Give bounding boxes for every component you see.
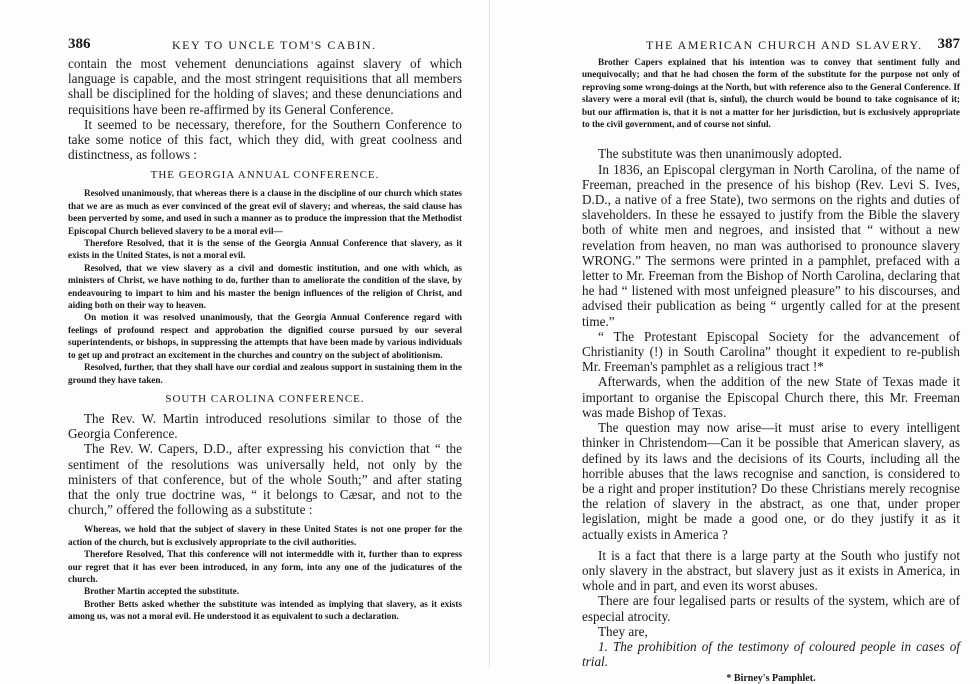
left-page-number: 386: [68, 36, 91, 52]
resolution: Whereas, we hold that the subject of slavery in these United States is not one proper for the action of the church, but is exclusively appropriate to the civil authorities.: [68, 524, 462, 547]
left-header: [68, 36, 462, 53]
paragraph: They are,: [598, 623, 648, 639]
resolution: Resolved, that we view slavery as a civil and domestic institution, and one with which, as ministers of Christ, we have nothing to do, further than to ameliorate the condition of the slave, by endeavouring to impart to him and his master the benign influences of the religion of Christ, and aiding both on their way to heaven.: [68, 262, 462, 311]
paragraph: There are four legalised parts or results of the system, which are of especial atrocity.: [582, 593, 960, 624]
resolution: On motion it was resolved unanimously, that the Georgia Annual Conference regard with feelings of profound respect and approbation the dignified course pursued by our several superintendents, or bishops, in suppressing the attempts that have been made by various individuals to get up and protract an excitement in the churches and country on the subject of abolitionism.: [68, 312, 462, 360]
right-running-head: THE AMERICAN CHURCH AND SLAVERY.: [646, 38, 923, 52]
resolution: Therefore Resolved, That this conference will not intermeddle with it, further than to express our regret that it has ever been introduced, in any form, into any one of the judicatures of the church.: [68, 549, 462, 584]
paragraph: It seemed to be necessary, therefore, for the Southern Conference to take some notice of this fact, which they did, with great coolness and distinctness, as follows :: [68, 116, 462, 163]
left-page: [0, 0, 490, 667]
carolina-heading: SOUTH CAROLINA CONFERENCE.: [165, 392, 365, 405]
paragraph: The question may now arise—it must arise to every intelligent thinker in Christendom—Can it be possible that American slavery, as defined by its laws and the decisions of its Courts, including all the horrible abuses that the laws recognise and sanction, is considered to be a right and proper institution? Do these Christians merely recognise the relation of slavery in the abstract, as one that, under proper legislation, might be made a good one, or do they justify it as it actually exists in America ?: [582, 420, 960, 542]
list-item: 1. The prohibition of the testimony of coloured people in cases of trial.: [582, 638, 960, 670]
paragraph: The substitute was then unanimously adopted.: [598, 146, 842, 162]
resolution: Brother Martin accepted the substitute.: [84, 586, 240, 597]
resolution: Therefore Resolved, that it is the sense of the Georgia Annual Conference that slavery, as it exists in the United States, is not a moral evil.: [68, 238, 462, 261]
paragraph: It is a fact that there is a large party at the South who justify not only slavery in the abstract, but slavery just as it exists in America, in whole and in part, and even its worst abuses.: [582, 547, 960, 594]
right-column: [582, 56, 960, 684]
paragraph: The Rev. W. Martin introduced resolutions similar to those of the Georgia Conference.: [68, 410, 462, 442]
paragraph: In 1836, an Episcopal clergyman in North Carolina, of the name of Freeman, preached in the presence of his bishop (Rev. Levi S. Ives, D.D., a native of a free State), two sermons on the rights and duties of slaveholders. In these he essayed to justify from the Bible the slavery both of white men and negroes, and insisted that “ without a new revelation from heaven, no man was authorised to pronounce slavery WRONG.” The sermons were printed in a pamphlet, prefaced with a letter to Mr. Freeman from the Bishop of North Carolina, declaring that he had “ listened with most unfeigned pleasure” to his discourses, and advised their publication as being “ urgently called for at the present time.”: [582, 161, 960, 329]
resolution: Brother Betts asked whether the substitute was intended as implying that slavery, as it exists among us, was not a moral evil. He understood it as equivalent to such a declaration.: [68, 598, 462, 622]
georgia-heading: THE GEORGIA ANNUAL CONFERENCE.: [150, 169, 380, 182]
paragraph: The Rev. W. Capers, D.D., after expressing his conviction that “ the sentiment of the resolutions was universally held, not only by the ministers of that conference, but of the whole South;” and after stating that the only true doctrine was, “ it belongs to Cæsar, and not to the church,” offered the following as a substitute :: [68, 441, 462, 518]
paragraph: contain the most vehement denunciations against slavery of which language is capable, and the most stringent requisitions that all members shall be disciplined for the holding of slaves; and these denunciations and requisitions have been re-affirmed by its General Conference.: [68, 56, 462, 117]
left-column: [68, 56, 462, 623]
top-excerpt: Brother Capers explained that his intention was to convey that sentiment fully and unequivocally; and that he had chosen the form of the substitute for the purpose not only of reproving some wrong-doings at the North, but with reference also to the General Conference. If slavery were a moral evil (that is, sinful), the church would be bound to take cognisance of it; but our affirmation is, that it is not a matter for her jurisdiction, but is exclusively appropriate to the civil government, and of course not sinful.: [582, 57, 960, 130]
right-page: [490, 0, 980, 684]
left-running-head: KEY TO UNCLE TOM'S CABIN.: [172, 38, 377, 52]
paragraph: “ The Protestant Episcopal Society for the advancement of Christianity (!) in South Carolina” thought it expedient to re-publish Mr. Freeman's pamphlet as a religious tract !*: [582, 328, 960, 375]
resolution: Resolved, further, that they shall have our cordial and zealous support in sustaining them in the ground they have taken.: [68, 362, 462, 385]
right-page-number: 387: [937, 36, 960, 52]
footnote: * Birney's Pamphlet.: [726, 673, 816, 684]
resolution: Resolved unanimously, that whereas there is a clause in the discipline of our church which states that we are as much as ever convinced of the great evil of slavery; and whereas, the said clause has been perverted by some, and used in such a manner as to produce the impression that the Methodist Episcopal Church believed slavery to be a moral evil—: [68, 188, 462, 236]
paragraph: Afterwards, when the addition of the new State of Texas made it important to organise the Episcopal Church there, this Mr. Freeman was made Bishop of Texas.: [582, 374, 960, 420]
